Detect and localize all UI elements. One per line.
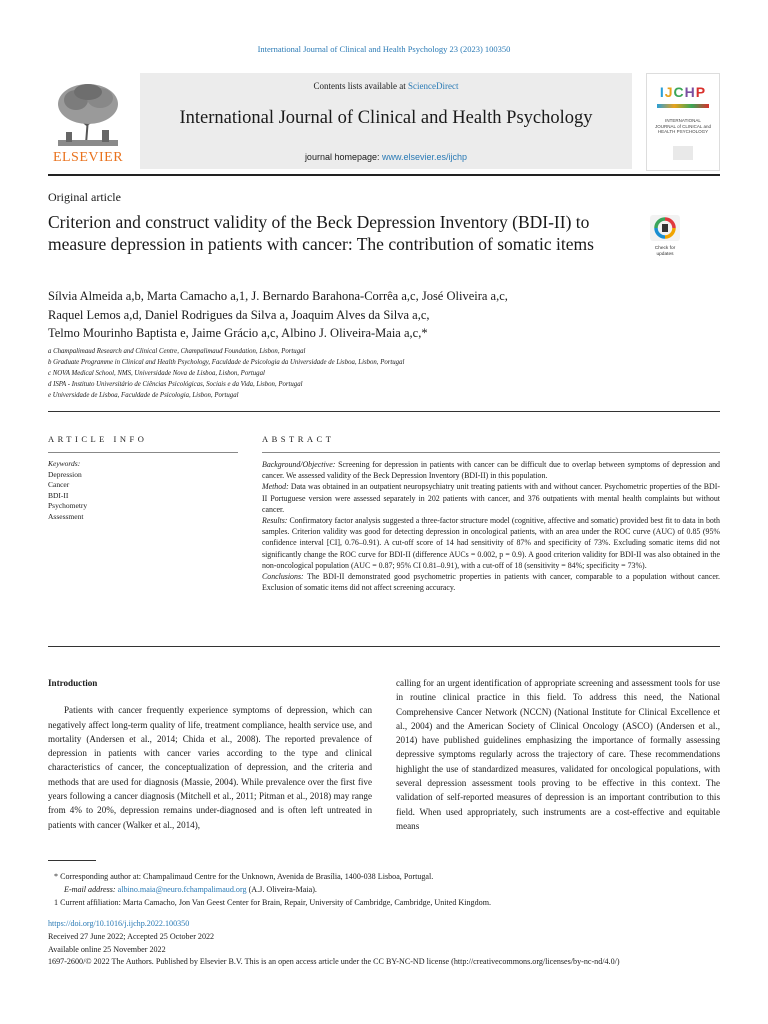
keyword: Depression [48,469,82,479]
keyword: Assessment [48,511,84,521]
email-note [48,883,720,896]
affiliation: b Graduate Programme in Clinical and Health Psychology, Faculdade de Psicologia da Universidade de Lisboa, Lisbon, Portugal [48,359,405,366]
article-metadata [48,918,720,969]
author-line: Telmo Mourinho Baptista e, Jaime Grácio a,c, Albino J. Oliveira-Maia a,c,* [48,326,428,340]
abstract-text: Confirmatory factor analysis suggested a three-factor structure model (cognitive, affective and somatic) provided best fit to data in both samples. Criterion validity was good for detecting depression in oncological patients, with an area under the ROC curve (AUC) of 0.85 (95% confidence interval [CI], 0.76–0.91). A cut-off score of 14 had sensitivity of 87% and specificity of 73%. Excluding somatic items did not significantly change the ROC curve for BDI-II (difference AUCs = 0.002, p = 0.9). A good criterion validity for BDI-II was also obtained in the non-oncological population (AUC = 0.87; 95% CI 0.81–0.91), with a cut-off of 18 (sensitivity = 84%; specificity = 73%). [262,516,720,570]
article-type: Original article [48,190,121,204]
footnote-rule [48,860,96,861]
email-label: E-mail address: [64,885,116,894]
abstract-text: The BDI-II demonstrated good psychometric properties in patients with cancer, comparable to a population without cancer. Exclusion of somatic items did not affect screening accuracy. [262,572,720,593]
check-updates-label: Check for updates [654,246,676,257]
sciencedirect-link[interactable]: ScienceDirect [408,81,459,91]
abstract-heading: ABSTRACT [262,434,335,444]
cover-acronym: IJCHP [659,84,707,100]
journal-homepage [140,152,632,162]
email-suffix: (A.J. Oliveira-Maia). [248,885,317,894]
contents-available [140,81,632,91]
author-line: Sílvia Almeida a,b, Marta Camacho a,1, J. Bernardo Barahona-Corrêa a,c, José Oliveira a,c, [48,289,508,303]
keyword: BDI-II [48,490,69,500]
corresponding-author-note: * Corresponding author at: Champalimaud Centre for the Unknown, Avenida de Brasília, 1400-038 Lisboa, Portugal. [54,872,434,881]
elsevier-wordmark: ELSEVIER [52,150,124,165]
intro-heading: Introduction [48,678,98,688]
current-affiliation-note: 1 Current affiliation: Marta Camacho, Jon Van Geest Center for Brain, Repair, University of Cambridge, Cambridge, United Kingdom. [54,898,492,907]
license-statement: 1697-2600/© 2022 The Authors. Published by Elsevier B.V. This is an open access article under the CC BY-NC-ND license (http://creativecommons.org/licenses/by-nc-nd/4.0/) [48,957,620,967]
check-for-updates-button[interactable] [650,215,680,255]
footnotes [48,870,720,909]
abstract-conclusions [262,571,720,593]
abstract-bottom-rule [48,646,720,647]
doi-link[interactable]: https://doi.org/10.1016/j.ijchp.2022.100350 [48,919,190,928]
abstract-rule [262,452,720,453]
abstract-body [262,459,720,593]
affiliation: a Champalimaud Research and Clinical Centre, Champalimaud Foundation, Lisbon, Portugal [48,348,306,355]
keyword: Cancer [48,480,70,490]
author-line: Raquel Lemos a,d, Daniel Rodrigues da Silva a, Joaquim Alves da Silva a,c, [48,307,430,322]
abstract-label: Conclusions: [262,572,304,582]
abstract-label: Results: [262,516,288,526]
abstract-text: Screening for depression in patients with cancer can be difficult due to overlap between symptoms of depression and cancer. We assessed validity of the Beck Depression Inventory (BDI-II) in this population. [262,460,720,481]
intro-paragraph-continued: calling for an urgent identification of appropriate screening and assessment tools for use in routine clinical practice in this field. To address this need, the National Comprehensive Cancer Network (NCCN) (National Institute for Clinical Excellence et al., 2004) and the American Society of Clinical Oncology (ASCO) (Andersen et al., 2014) have published guidelines emphasizing the importance of formally assessing depressive symptoms regularly across the trajectory of care. These recommendations highlight the use of standardized measures, validated for oncological populations, with several depression assessment tools proving to be effective in this context. The validation of self-reported measures of depression is an important contribution to this field. When used appropriately, such instruments are a cost-effective and equitable means [396,678,720,831]
affiliation-list [48,346,608,401]
journal-citation[interactable]: International Journal of Clinical and Health Psychology 23 (2023) 100350 [257,44,511,54]
received-dates: Received 27 June 2022; Accepted 25 October 2022 [48,931,215,941]
article-info-heading: ARTICLE INFO [48,434,148,444]
affiliation: e Universidade de Lisboa, Faculdade de Psicologia, Lisbon, Portugal [48,392,239,399]
abstract-method [262,481,720,515]
abstract-label: Background/Objective: [262,460,336,469]
keywords-block [48,459,238,523]
abstract-text: Data was obtained in an outpatient neuropsychiatry unit treating patients with and without cancer. Psychometric properties of the BDI-II Portuguese version were assessed separately in 202 patients with cancer, and 376 outpatients with mental health complaints but without cancer. [262,482,720,514]
homepage-link[interactable]: www.elsevier.es/ijchp [382,152,468,162]
journal-title: International Journal of Clinical and Health Psychology [179,108,593,128]
elsevier-logo[interactable] [48,78,128,168]
body-right-column [396,676,720,833]
cover-emblem [673,146,693,160]
journal-cover[interactable] [646,73,720,171]
keyword: Psychometry [48,501,88,511]
available-online: Available online 25 November 2022 [48,944,166,954]
affiliation: d ISPA - Instituto Universitário de Ciências Psicológicas, Sociais e da Vida, Lisbon, Portugal [48,381,303,388]
cover-color-bar [657,104,709,108]
header-rule [48,174,720,176]
abstract-label: Method: [262,482,289,492]
article-title: Criterion and construct validity of the Beck Depression Inventory (BDI-II) to measure depression in patients with cancer: The contribution of somatic items [48,212,594,254]
abstract-background [262,459,720,481]
homepage-prefix: journal homepage: [304,152,382,162]
intro-paragraph: Patients with cancer frequently experience symptoms of depression, which can negatively affect long-term quality of life, treatment compliance, health service use, and mortality (Andersen et al., 2014; Chida et al., 2008). The reported prevalence of depression in patients with cancer varies according to the type and clinical characteristics of cancer, the conceptualization of depression, and the criteria and methods that are used for diagnosis (Massie, 2004). While prevalence over the first five years following a cancer diagnosis (Mitchell et al., 2011; Pitman et al., 2018) may range from 4% to 20%, depression remains under-diagnosed and is often left untreated in patients with cancer (Walker et al., 2014), [48,705,372,830]
abstract-results [262,515,720,571]
cover-title: INTERNATIONAL JOURNAL of CLINICAL and HEALTH PSYCHOLOGY [655,118,711,134]
email-link[interactable]: albino.maia@neuro.fchampalimaud.org [117,885,247,894]
contents-prefix: Contents lists available at [313,81,408,91]
affiliation: c NOVA Medical School, NMS, Universidade Nova de Lisboa, Lisbon, Portugal [48,370,265,377]
article-info-rule [48,452,238,453]
affiliation-rule [48,411,720,412]
keywords-label: Keywords: [48,459,81,468]
body-left-column [48,676,372,832]
check-updates-icon [650,215,680,241]
author-list [48,287,648,343]
